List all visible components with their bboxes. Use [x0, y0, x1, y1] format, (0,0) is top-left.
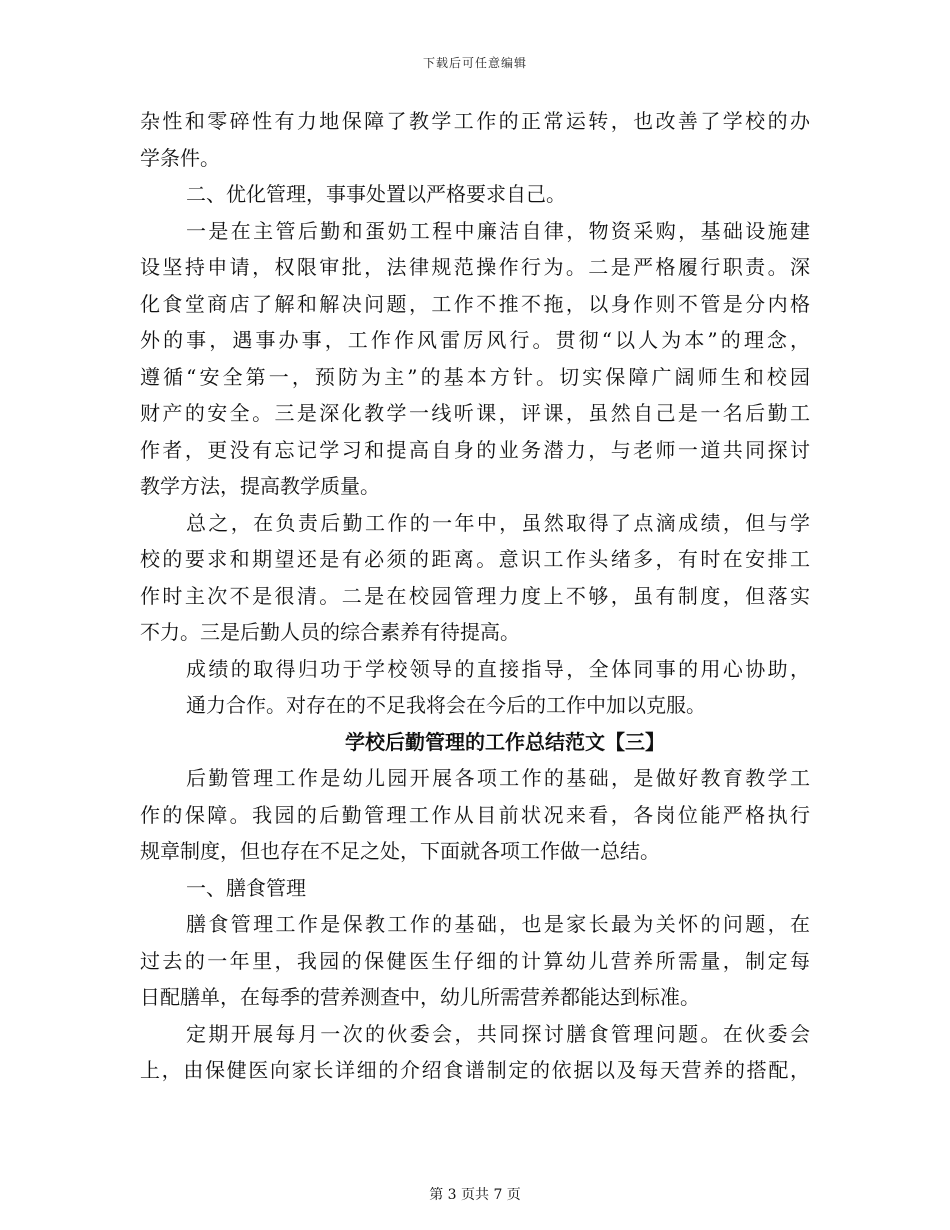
text-line: 外的事，遇事办事，工作作风雷厉风行。贯彻“以人为本”的理念， — [140, 328, 810, 352]
page-header: 下载后可任意编辑 — [422, 56, 527, 70]
text-line: 规章制度，但也存在不足之处，下面就各项工作做一总结。 — [140, 839, 660, 863]
text-line: 杂性和零碎性有力地保障了教学工作的正常运转，也改善了学校的办 — [140, 109, 810, 133]
text-line: 设坚持申请，权限审批，法律规范操作行为。二是严格履行职责。深 — [140, 255, 810, 279]
text-line: 二、优化管理，事事处置以严格要求自己。 — [186, 182, 566, 206]
text-line: 化食堂商店了解和解决问题，工作不推不拖，以身作则不管是分内格 — [140, 291, 810, 316]
page-footer: 第 3 页共 7 页 — [429, 1187, 521, 1203]
text-line: 作时主次不是很清。二是在校园管理力度上不够，虽有制度，但落实 — [140, 583, 810, 608]
text-line: 遵循“安全第一，预防为主”的基本方针。切实保障广阔师生和校园 — [140, 364, 810, 389]
text-line: 一、膳食管理 — [186, 875, 306, 900]
text-line: 膳食管理工作是保教工作的基础，也是家长最为关怀的问题，在 — [186, 912, 810, 936]
section-title: 学校后勤管理的工作总结范文【三】 — [345, 729, 665, 754]
document-body — [140, 103, 810, 1089]
text-line: 作者，更没有忘记学习和提高自身的业务潜力，与老师一道共同探讨 — [140, 437, 810, 462]
text-line: 上，由保健医向家长详细的介绍食谱制定的依据以及每天营养的搭配， — [140, 1058, 810, 1082]
text-line: 不力。三是后勤人员的综合素养有待提高。 — [140, 620, 520, 644]
text-line: 定期开展每月一次的伙委会，共同探讨膳食管理问题。在伙委会 — [186, 1021, 810, 1046]
text-line: 作的保障。我园的后勤管理工作从目前状况来看，各岗位能严格执行 — [140, 802, 810, 827]
text-line: 通力合作。对存在的不足我将会在今后的工作中加以克服。 — [186, 693, 706, 717]
text-line: 学条件。 — [140, 145, 220, 170]
text-line: 一是在主管后勤和蛋奶工程中廉洁自律，物资采购，基础设施建 — [186, 218, 810, 243]
text-line: 校的要求和期望还是有必须的距离。意识工作头绪多，有时在安排工 — [140, 547, 810, 571]
text-line: 后勤管理工作是幼儿园开展各项工作的基础，是做好教育教学工 — [186, 766, 810, 790]
text-line: 教学方法，提高教学质量。 — [140, 474, 380, 498]
text-line: 日配膳单，在每季的营养测查中，幼儿所需营养都能达到标准。 — [140, 985, 700, 1009]
text-line: 成绩的取得归功于学校领导的直接指导，全体同事的用心协助， — [186, 656, 810, 681]
text-line: 过去的一年里，我园的保健医生仔细的计算幼儿营养所需量，制定每 — [140, 948, 810, 973]
text-line: 总之，在负责后勤工作的一年中，虽然取得了点滴成绩，但与学 — [186, 510, 810, 535]
text-line: 财产的安全。三是深化教学一线听课，评课，虽然自己是一名后勤工 — [140, 401, 810, 425]
